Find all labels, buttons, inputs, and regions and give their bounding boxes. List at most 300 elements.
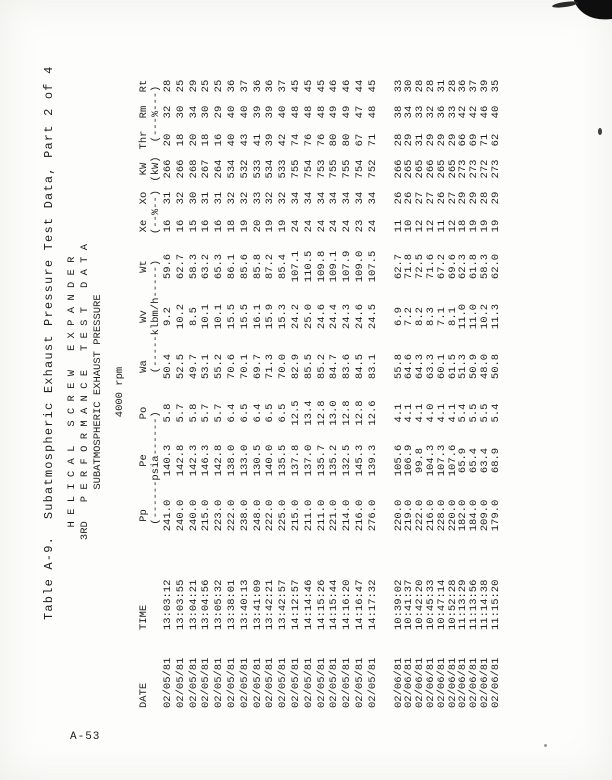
cell-po: 12.8 [353,400,366,426]
cell-xe: 24 [289,219,302,233]
header-line-2: 3RD P E R F O R M A N C E T E S T D A T A [79,243,91,541]
cell-wv: 15.5 [238,303,251,330]
cell-wa: 84.7 [328,353,341,380]
cell-wv: 10.1 [200,303,213,330]
cell-date: 02/06/81 [457,657,470,708]
cell-xe: 19 [489,219,502,233]
cell-time: 11:14:38 [478,579,491,630]
table-row [290,74,303,708]
scan-artifact-speck [598,128,602,135]
scan-artifact-dot [544,744,547,747]
cell-kw: 265 [403,159,416,179]
cell-time: 14:15:26 [315,579,328,630]
cell-thr: 20 [162,133,174,147]
cell-pe: 133.0 [238,444,251,477]
cell-xo: 33 [251,191,264,205]
column-header-xo: Xo [138,191,150,205]
cell-xo: 32 [225,191,238,205]
cell-kw: 755 [328,159,341,179]
column-header-rt: Rt [138,79,150,93]
cell-time: 10:39:02 [392,579,405,630]
report-header-block [66,72,127,712]
cell-wa: 64.3 [414,353,427,380]
cell-xo: 34 [353,191,366,205]
cell-rt: 28 [424,79,437,93]
cell-kw: 534 [264,159,277,179]
table-row [188,74,201,708]
cell-pe: 65.4 [468,447,481,474]
cell-wa: 52.5 [174,353,187,380]
cell-thr: 67 [353,133,366,147]
cell-rt: 37 [238,79,251,93]
cell-pp: 209.0 [478,499,491,532]
cell-xo: 31 [213,191,226,205]
cell-po: 13.0 [328,400,341,426]
cell-pe: 105.6 [392,444,405,477]
cell-wa: 64.6 [403,353,416,380]
cell-xe: 20 [251,219,264,233]
cell-wa: 69.7 [251,353,264,380]
cell-rt: 28 [446,79,459,93]
cell-wa: 53.1 [200,353,213,380]
cell-time: 13:40:13 [238,579,251,630]
cell-time: 13:04:21 [187,579,200,630]
cell-xo: 26 [403,191,416,205]
cell-kw: 265 [446,159,459,179]
cell-wa: 49.7 [187,353,200,380]
cell-wa: 85.2 [315,353,328,380]
cell-pe: 145.3 [353,444,366,477]
page-number: A-53 [70,731,101,743]
cell-wt: 62.3 [457,253,470,280]
cell-xo: 27 [414,191,427,205]
cell-pp: 216.0 [424,499,437,532]
table-row [328,74,341,708]
cell-xe: 19 [277,219,290,233]
cell-po: 12.8 [315,400,328,426]
cell-po: 12.6 [366,400,379,426]
cell-xo: 27 [424,191,437,205]
units-psia: (------psia------) [150,411,162,525]
cell-wa: 85.5 [302,353,315,380]
cell-rm: 42 [468,105,481,119]
cell-xe: 23 [353,219,366,233]
cell-pe: 130.5 [251,444,264,477]
cell-rt: 37 [468,79,481,93]
cell-xo: 32 [277,191,290,205]
cell-date: 02/06/81 [414,657,427,708]
cell-kw: 533 [251,159,264,179]
cell-rt: 36 [225,79,238,93]
cell-xo: 31 [200,191,213,205]
cell-wt: 109.1 [328,250,341,283]
cell-rm: 42 [457,105,470,119]
cell-date: 02/06/81 [435,657,448,708]
cell-wv: 24.6 [315,303,328,330]
cell-po: 4.1 [403,403,416,423]
cell-pe: 138.0 [225,444,238,477]
cell-wv: 11.0 [468,303,481,330]
cell-pe: 135.7 [315,444,328,477]
cell-kw: 273 [468,159,481,179]
cell-pe: 106.9 [403,444,416,477]
cell-wv: 8.3 [424,307,437,326]
cell-time: 13:42:57 [277,579,290,630]
cell-date: 02/05/81 [162,657,174,708]
cell-pe: 140.0 [264,444,277,477]
cell-xo: 26 [392,191,405,205]
cell-date: 02/05/81 [341,657,354,708]
cell-rm: 34 [403,105,416,119]
cell-wv: 8.2 [414,307,427,326]
cell-xe: 12 [446,219,459,233]
cell-pe: 142.8 [213,444,226,477]
cell-thr: 71 [478,133,491,147]
cell-xo: 26 [435,191,448,205]
data-table [138,74,502,708]
cell-kw: 533 [277,159,290,179]
table-row [264,74,277,708]
cell-po: 6.5 [264,403,277,423]
cell-wv: 24.4 [328,303,341,330]
cell-kw: 264 [213,159,226,179]
cell-kw: 752 [366,159,379,179]
cell-rt: 44 [353,79,366,93]
cell-wa: 84.5 [353,353,366,380]
cell-wv: 6.9 [392,307,405,326]
cell-po: 6.5 [277,403,290,423]
table-row [491,74,502,708]
table-row [175,74,188,708]
cell-pp: 241.0 [162,499,174,532]
cell-xe: 19 [478,219,491,233]
column-header-wv: Wv [138,310,150,323]
rotated-content [42,56,602,712]
cell-xo: 29 [468,191,481,205]
cell-pe: 135.2 [328,444,341,477]
cell-date: 02/05/81 [238,657,251,708]
cell-xo: 32 [238,191,251,205]
header-line-3: SUBATMOSPHERIC EXHAUST PRESSURE [92,294,104,490]
cell-wt: 58.3 [478,253,491,280]
cell-xe: 16 [200,219,213,233]
cell-xe: 10 [403,219,416,233]
cell-thr: 18 [174,133,187,147]
cell-xe: 24 [302,219,315,233]
units-percent-x: (--%--) [150,189,162,235]
cell-po: 6.4 [225,403,238,423]
cell-wt: 69.6 [446,253,459,280]
cell-time: 11:15:20 [489,579,502,630]
cell-po: 5.7 [200,403,213,423]
cell-pp: 222.0 [414,499,427,532]
cell-pp: 179.0 [489,499,502,532]
cell-date: 02/05/81 [174,657,187,708]
cell-xo: 32 [174,191,187,205]
cell-wa: 70.1 [238,353,251,380]
cell-thr: 28 [392,133,405,147]
cell-pp: 215.0 [200,499,213,532]
cell-pp: 214.0 [341,499,354,532]
cell-pp: 228.0 [435,499,448,532]
cell-wt: 62.7 [174,253,187,280]
cell-thr: 16 [213,133,226,147]
cell-wv: 8.5 [187,307,200,326]
cell-date: 02/06/81 [478,657,491,708]
cell-rt: 25 [200,79,213,93]
cell-po: 12.5 [289,400,302,426]
cell-po: 12.8 [341,400,354,426]
cell-time: 10:42:20 [414,579,427,630]
cell-kw: 273 [457,159,470,179]
column-header-pp: Pp [138,509,150,522]
cell-thr: 43 [238,133,251,147]
cell-rt: 35 [489,79,502,93]
table-row [239,74,252,708]
cell-rt: 45 [289,79,302,93]
cell-thr: 20 [187,133,200,147]
table-row [226,74,239,708]
cell-pe: 135.5 [277,444,290,477]
table-row [213,74,226,708]
cell-pe: 68.9 [489,447,502,474]
cell-rt: 45 [315,79,328,93]
cell-pe: 139.3 [366,444,379,477]
cell-po: 6.4 [251,403,264,423]
cell-pp: 222.0 [264,499,277,532]
cell-rt: 28 [162,79,174,93]
cell-rm: 40 [225,105,238,119]
table-row [303,74,316,708]
cell-wa: 70.6 [225,353,238,380]
cell-wt: 62.0 [489,253,502,280]
cell-po: 5.5 [478,403,491,423]
cell-date: 02/05/81 [187,657,200,708]
cell-thr: 29 [446,133,459,147]
cell-po: 5.8 [187,403,200,423]
scan-artifact-streak [552,0,578,9]
cell-rm: 49 [328,105,341,119]
cell-wt: 87.2 [264,253,277,280]
cell-thr: 40 [225,133,238,147]
cell-time: 14:14:46 [302,579,315,630]
cell-pp: 222.0 [225,499,238,532]
cell-wa: 55.8 [392,353,405,380]
cell-rt: 45 [366,79,379,93]
cell-xo: 29 [489,191,502,205]
cell-kw: 755 [341,159,354,179]
cell-wa: 61.5 [446,353,459,380]
cell-wv: 16.1 [251,303,264,330]
cell-date: 02/06/81 [392,657,405,708]
cell-wv: 7.1 [435,307,448,326]
cell-xo: 31 [162,191,174,205]
cell-wt: 110.5 [302,250,315,283]
cell-pp: 220.0 [392,499,405,532]
cell-date: 02/05/81 [289,657,302,708]
cell-rm: 39 [264,105,277,119]
column-header-rm: Rm [138,105,150,119]
cell-rm: 32 [424,105,437,119]
cell-rt: 30 [403,79,416,93]
cell-po: 4.0 [424,403,437,423]
cell-pp: 225.0 [277,499,290,532]
cell-time: 14:16:20 [341,579,354,630]
cell-pp: 219.0 [403,499,416,532]
cell-rt: 46 [341,79,354,93]
cell-date: 02/05/81 [251,657,264,708]
cell-wt: 107.5 [366,250,379,283]
cell-thr: 76 [302,133,315,147]
cell-po: 5.8 [162,403,174,423]
cell-po: 13.4 [302,400,315,426]
cell-rt: 25 [174,79,187,93]
cell-wa: 48.0 [478,353,491,380]
cell-xo: 34 [302,191,315,205]
cell-pe: 142.3 [187,444,200,477]
cell-wa: 50.9 [468,353,481,380]
cell-xe: 16 [162,219,174,233]
cell-time: 10:41:37 [403,579,416,630]
cell-pe: 63.4 [478,447,491,474]
table-row [367,74,380,708]
cell-wt: 85.6 [238,253,251,280]
cell-time: 10:52:28 [446,579,459,630]
cell-kw: 267 [200,159,213,179]
cell-date: 02/06/81 [403,657,416,708]
cell-time: 11:13:56 [468,579,481,630]
cell-thr: 76 [315,133,328,147]
cell-rt: 39 [478,79,491,93]
cell-rm: 48 [366,105,379,119]
cell-wv: 10.1 [213,303,226,330]
cell-xe: 15 [187,219,200,233]
cell-rt: 36 [457,79,470,93]
cell-rm: 40 [489,105,502,119]
cell-wa: 83.6 [341,353,354,380]
cell-wa: 82.9 [289,353,302,380]
cell-wv: 10.2 [478,303,491,330]
cell-pp: 215.0 [289,499,302,532]
cell-date: 02/06/81 [446,657,459,708]
cell-wt: 59.6 [162,253,174,280]
cell-pe: 65.9 [457,447,470,474]
cell-kw: 265 [414,159,427,179]
cell-date: 02/05/81 [353,657,366,708]
units-kw: (kW) [150,156,162,182]
cell-kw: 755 [289,159,302,179]
cell-rt: 45 [302,79,315,93]
cell-thr: 62 [489,133,502,147]
cell-thr: 39 [264,133,277,147]
cell-xo: 32 [264,191,277,205]
cell-rm: 48 [315,105,328,119]
cell-thr: 71 [366,133,379,147]
cell-date: 02/05/81 [277,657,290,708]
cell-wa: 50.4 [162,353,174,380]
cell-kw: 272 [478,159,491,179]
rpm-line: 4000 rpm [114,366,126,418]
cell-rm: 34 [187,105,200,119]
cell-rm: 36 [435,105,448,119]
cell-wa: 63.3 [424,353,437,380]
cell-xe: 18 [457,219,470,233]
cell-rm: 40 [277,105,290,119]
cell-pe: 132.5 [341,444,354,477]
cell-wt: 61.8 [468,253,481,280]
cell-rt: 29 [187,79,200,93]
cell-rm: 30 [200,105,213,119]
cell-time: 13:03:12 [162,579,174,630]
cell-date: 02/06/81 [424,657,437,708]
cell-wv: 25.0 [302,303,315,330]
cell-rm: 39 [251,105,264,119]
cell-rm: 46 [478,105,491,119]
cell-po: 4.1 [435,403,448,423]
cell-date: 02/05/81 [200,657,213,708]
cell-xe: 16 [213,219,226,233]
cell-date: 02/06/81 [489,657,502,708]
cell-pe: 140.3 [162,444,174,477]
column-header-kw: KW [138,162,150,176]
cell-date: 02/05/81 [264,657,277,708]
units-percent-r: (---%---) [150,85,162,143]
cell-po: 5.5 [468,403,481,423]
cell-rt: 25 [213,79,226,93]
cell-xe: 16 [174,219,187,233]
cell-date: 02/06/81 [468,657,481,708]
cell-time: 13:41:09 [251,579,264,630]
cell-wt: 107.9 [341,250,354,283]
cell-kw: 266 [162,159,174,179]
cell-wt: 109.0 [353,250,366,283]
cell-pe: 107.3 [435,444,448,477]
cell-wt: 107.1 [289,250,302,283]
cell-wt: 86.1 [225,253,238,280]
cell-thr: 74 [289,133,302,147]
cell-rm: 48 [289,105,302,119]
scan-artifact-blob [573,0,612,22]
cell-wt: 71.8 [403,253,416,280]
cell-thr: 18 [200,133,213,147]
cell-xe: 12 [424,219,437,233]
column-header-wa: Wa [138,360,150,373]
cell-rm: 47 [353,105,366,119]
cell-date: 02/05/81 [213,657,226,708]
cell-kw: 265 [435,159,448,179]
cell-pe: 99.8 [414,447,427,474]
cell-time: 13:03:55 [174,579,187,630]
cell-kw: 266 [424,159,437,179]
column-header-wt: Wt [138,260,150,273]
cell-rm: 40 [238,105,251,119]
cell-rm: 38 [392,105,405,119]
cell-pe: 146.3 [200,444,213,477]
cell-rm: 48 [302,105,315,119]
cell-xe: 12 [414,219,427,233]
cell-xo: 28 [478,191,491,205]
cell-wa: 70.0 [277,353,290,380]
cell-rt: 33 [392,79,405,93]
cell-xe: 11 [435,219,448,233]
table-row [200,74,213,708]
cell-time: 13:04:56 [200,579,213,630]
cell-pe: 137.8 [289,444,302,477]
cell-pe: 142.8 [174,444,187,477]
cell-xo: 29 [457,191,470,205]
cell-xo: 34 [315,191,328,205]
cell-rm: 29 [213,105,226,119]
